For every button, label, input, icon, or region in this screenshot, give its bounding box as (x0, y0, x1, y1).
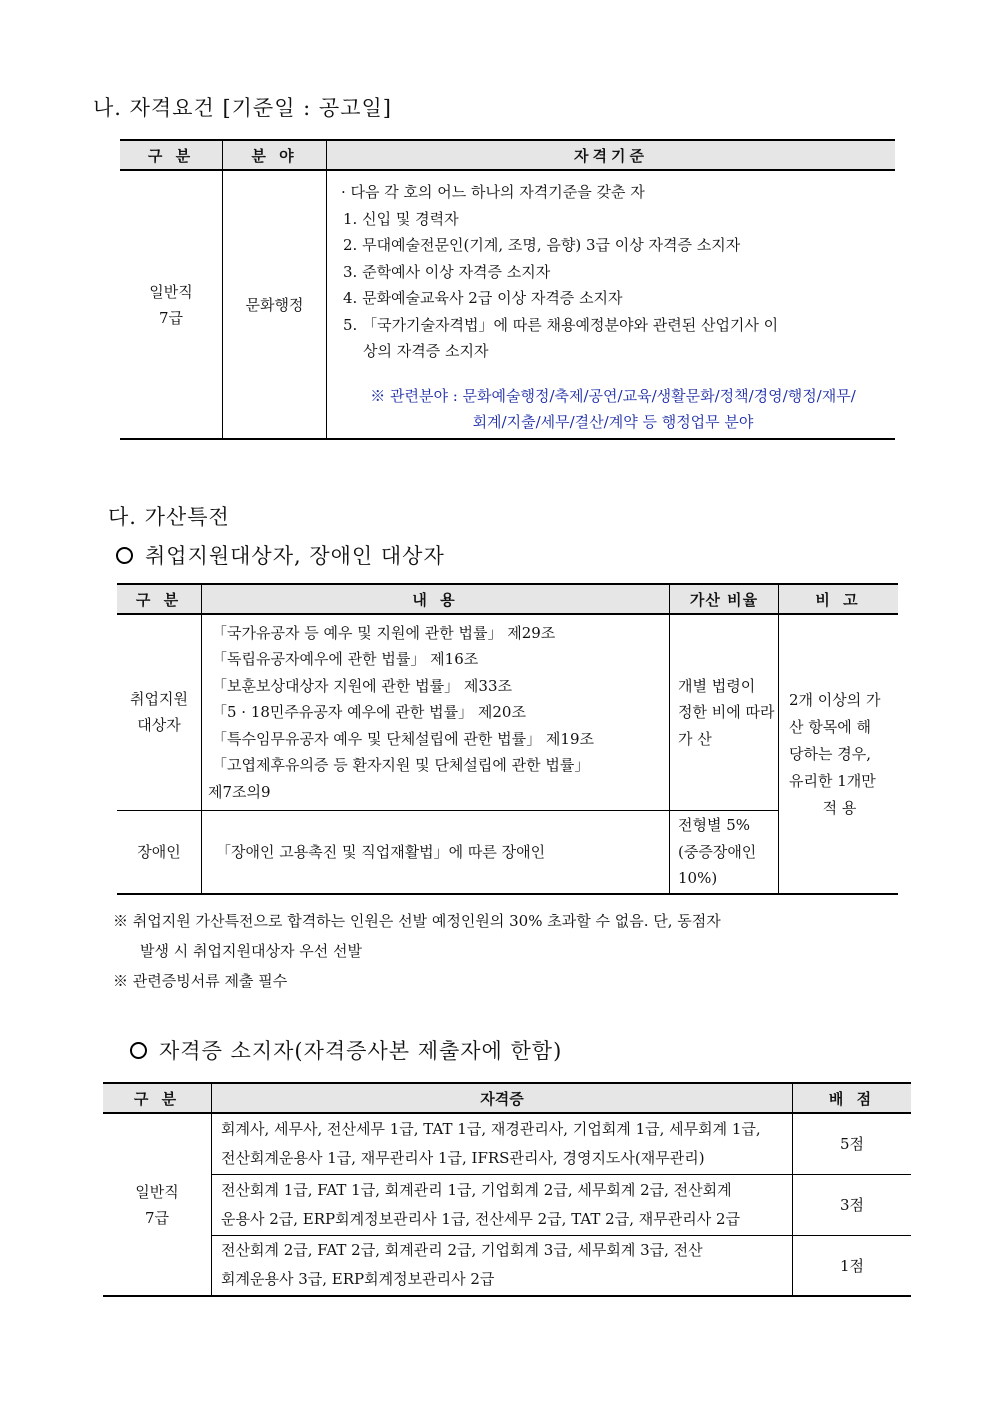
bonus-table (117, 583, 898, 895)
subheading-text: 취업지원대상자, 장애인 대상자 (145, 544, 445, 568)
subheading-text: 자격증 소지자(자격증사본 제출자에 한함) (159, 1039, 563, 1063)
col-header-field: 분 야 (223, 140, 327, 170)
certificate-line: 전산회계 1급, FAT 1급, 회계관리 1급, 기업회계 2급, 세무회계 2급, 전산회계 (221, 1180, 732, 1199)
ratio-cell (670, 614, 779, 810)
category-line: 취업지원 (130, 690, 188, 709)
category-cell: 장애인 (117, 810, 202, 894)
note-line: ※ 관련증빙서류 제출 필수 (113, 972, 288, 990)
certificate-cell (212, 1174, 793, 1235)
col-header-category: 구 분 (120, 140, 223, 170)
criteria-line: 4. 문화예술교육사 2급 이상 자격증 소지자 (343, 289, 623, 307)
certificate-table (103, 1082, 911, 1297)
col-header-certificate: 자격증 (212, 1083, 793, 1113)
score-cell: 3점 (839, 1196, 865, 1214)
category-cell (120, 170, 223, 439)
qualification-table (120, 139, 895, 440)
criteria-line: 5. 「국가기술자격법」에 따른 채용예정분야와 관련된 산업기사 이 (343, 315, 779, 334)
category-cell (103, 1113, 212, 1296)
criteria-line: 3. 준학예사 이상 자격증 소지자 (343, 262, 551, 281)
related-field-note: ※ 관련분야 : 문화예술행정/축제/공연/교육/생활문화/정책/경영/행정/재무/ (370, 386, 856, 405)
remark-line: 2개 이상의 가 (789, 690, 881, 709)
col-header-remark: 비 고 (779, 584, 899, 614)
certificate-cell (212, 1113, 793, 1174)
ratio-cell (670, 810, 779, 894)
certificate-line: 회계운용사 3급, ERP회계정보관리사 2급 (221, 1270, 495, 1289)
col-header-criteria: 자격기준 (327, 140, 896, 170)
col-header-category: 구 분 (117, 584, 202, 614)
category-line: 일반직 (135, 1182, 179, 1201)
subheading-certificates (130, 1035, 562, 1065)
ratio-line: 개별 법령이 (678, 676, 756, 695)
certificate-cell (212, 1235, 793, 1296)
certificate-line: 전산회계 2급, FAT 2급, 회계관리 2급, 기업회계 3급, 세무회계 3급, 전산 (221, 1241, 703, 1260)
bonus-notes (113, 906, 913, 996)
category-cell (117, 614, 202, 810)
criteria-cell (327, 170, 896, 439)
remark-cell (779, 614, 899, 894)
criteria-line: 1. 신입 및 경력자 (343, 209, 459, 228)
law-line: 「고엽제후유의증 등 환자지원 및 단체설립에 관한 법률」 (212, 756, 590, 774)
content-cell: 「장애인 고용촉진 및 직업재활법」에 따른 장애인 (202, 810, 670, 894)
subheading-employment-support (116, 540, 445, 570)
circle-bullet-icon (130, 1042, 147, 1059)
law-line: 「5 · 18민주유공자 예우에 관한 법률」 제20조 (212, 703, 526, 721)
col-header-content: 내 용 (202, 584, 670, 614)
col-header-ratio: 가산 비율 (670, 584, 779, 614)
category-line: 대상자 (137, 716, 181, 735)
law-line: 「특수임무유공자 예우 및 단체설립에 관한 법률」 제19조 (212, 729, 594, 748)
certificate-line: 운용사 2급, ERP회계정보관리사 1급, 전산세무 2급, TAT 2급, 재무관리사 2급 (221, 1209, 741, 1228)
score-cell: 1점 (839, 1256, 865, 1275)
law-line: 「보훈보상대상자 지원에 관한 법률」 제33조 (212, 676, 513, 695)
section-na-heading: 나. 자격요건 [기준일 : 공고일] (93, 96, 392, 120)
circle-bullet-icon (116, 547, 133, 564)
ratio-line: (중증장애인 (678, 842, 757, 861)
note-line: ※ 취업지원 가산특전으로 합격하는 인원은 선발 예정인원의 30% 초과할 수 없음. 단, 동점자 (113, 912, 721, 930)
category-line: 일반직 (149, 282, 193, 301)
category-line: 7급 (158, 308, 184, 327)
ratio-line: 전형별 5% (678, 816, 751, 834)
remark-line: 당하는 경우, (789, 744, 871, 763)
field-cell: 문화행정 (223, 170, 327, 439)
col-header-score: 배 점 (793, 1083, 912, 1113)
content-cell (202, 614, 670, 810)
ratio-line: 정한 비에 따라 (678, 703, 775, 721)
remark-line: 유리한 1개만 (789, 771, 876, 790)
ratio-line: 10%) (678, 869, 718, 887)
certificate-line: 회계사, 세무사, 전산세무 1급, TAT 1급, 재경관리사, 기업회계 1급, 세무회계 1급, (221, 1119, 761, 1138)
law-line: 「독립유공자예우에 관한 법률」 제16조 (212, 650, 479, 668)
law-line: 제7조의9 (208, 782, 271, 801)
note-line: 발생 시 취업지원대상자 우선 선발 (140, 942, 362, 960)
category-line: 7급 (144, 1208, 170, 1227)
remark-line: 산 항목에 해 (789, 717, 871, 736)
section-da-heading: 다. 가산특전 (108, 505, 230, 529)
criteria-line: 2. 무대예술전문인(기계, 조명, 음향) 3급 이상 자격증 소지자 (343, 236, 741, 254)
ratio-line: 가 산 (678, 729, 712, 748)
remark-line: 적 용 (822, 798, 857, 817)
related-field-note: 회계/지출/세무/결산/계약 등 행정업무 분야 (472, 413, 754, 431)
criteria-line: 상의 자격증 소지자 (363, 342, 489, 360)
certificate-line: 전산회계운용사 1급, 재무관리사 1급, IFRS관리사, 경영지도사(재무관리) (221, 1148, 705, 1167)
criteria-line: · 다음 각 호의 어느 하나의 자격기준을 갖춘 자 (341, 183, 645, 201)
col-header-category: 구 분 (103, 1083, 212, 1113)
law-line: 「국가유공자 등 예우 및 지원에 관한 법률」 제29조 (212, 623, 556, 642)
score-cell: 5점 (839, 1135, 865, 1154)
